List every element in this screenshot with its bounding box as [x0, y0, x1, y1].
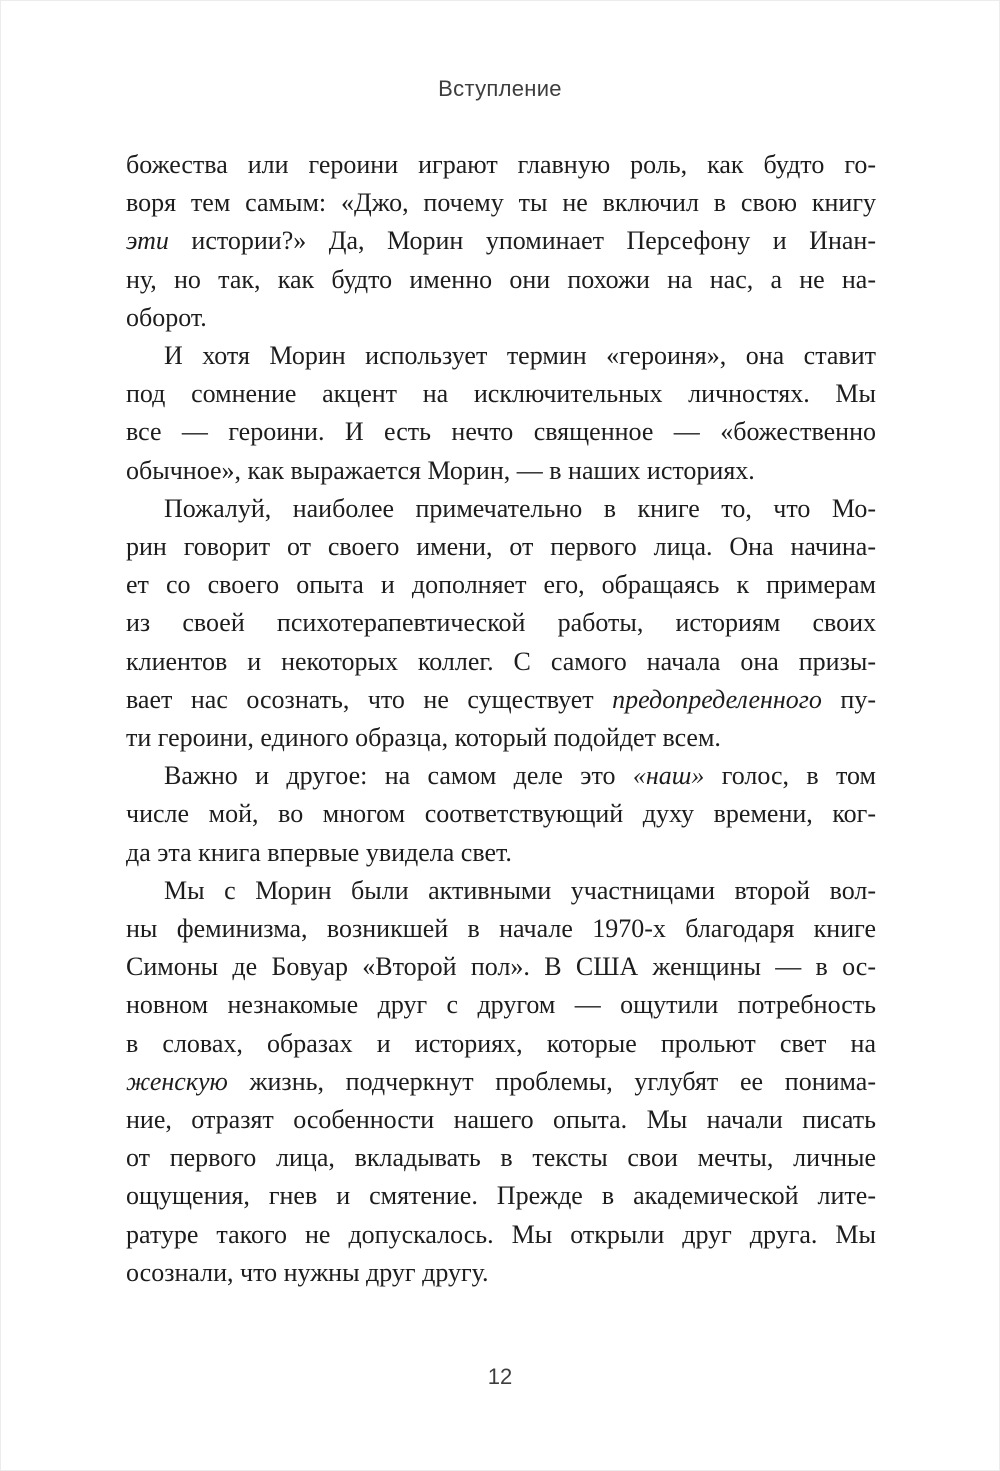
text-segment: Мы с Морин были активными участницами второй вол- [164, 875, 876, 905]
text-segment: новном незнакомые друг с другом — ощутили потребность [126, 990, 876, 1020]
text-line [126, 184, 876, 222]
text-line [126, 1216, 876, 1254]
text-segment: от первого лица, вкладывать в тексты свои мечты, личные [126, 1143, 876, 1173]
text-line [126, 872, 876, 910]
italic-text-segment: предопределенного [612, 684, 822, 714]
text-line [126, 1025, 876, 1063]
text-line [126, 1139, 876, 1177]
text-segment: ти героини, единого образца, который подойдет всем. [126, 723, 721, 753]
body-text [126, 146, 876, 1292]
text-line [126, 1101, 876, 1139]
italic-text-segment: эти [126, 226, 169, 256]
text-segment: И хотя Морин использует термин «героиня», она ставит [164, 341, 876, 371]
text-segment: осознали, что нужны друг другу. [126, 1257, 489, 1287]
text-line [126, 834, 876, 872]
text-line [126, 337, 876, 375]
text-segment: рин говорит от своего имени, от первого лица. Она начина- [126, 532, 876, 562]
text-segment: пу- [821, 684, 876, 714]
text-line [126, 948, 876, 986]
text-line [126, 986, 876, 1024]
text-segment: ние, отразят особенности нашего опыта. Мы начали писать [126, 1105, 876, 1135]
text-segment: в словах, образах и историях, которые прольют свет на [126, 1028, 876, 1058]
text-segment: ратуре такого не допускалось. Мы открыли друг друга. Мы [126, 1219, 876, 1249]
text-segment: числе мой, во многом соответствующий духу времени, ког- [126, 799, 876, 829]
text-segment: ощущения, гнев и смятение. Прежде в академической лите- [126, 1181, 876, 1211]
text-segment: под сомнение акцент на исключительных личностях. Мы [126, 379, 876, 409]
text-segment: ет со своего опыта и дополняет его, обращаясь к примерам [126, 570, 876, 600]
text-segment: клиентов и некоторых коллег. С самого начала она призы- [126, 646, 876, 676]
text-line [126, 681, 876, 719]
text-line [126, 375, 876, 413]
text-segment: ны феминизма, возникшей в начале 1970-х благодаря книге [126, 914, 876, 944]
text-line [126, 910, 876, 948]
text-line [126, 1177, 876, 1215]
text-line [126, 604, 876, 642]
text-segment: оборот. [126, 302, 207, 332]
text-segment: вает нас осознать, что не существует [126, 684, 613, 714]
text-segment: воря тем самым: «Джо, почему ты не включил в свою книгу [126, 188, 876, 218]
text-segment: истории?» Да, Морин упоминает Персефону и Инан- [168, 226, 876, 256]
text-segment: голос, в том [704, 761, 876, 791]
italic-text-segment: женскую [126, 1066, 228, 1096]
text-segment: Важно и другое: на самом деле это [164, 761, 633, 791]
text-line [126, 146, 876, 184]
text-segment: жизнь, подчеркнут проблемы, углубят ее понима- [227, 1066, 876, 1096]
text-line [126, 222, 876, 260]
text-segment: Симоны де Бовуар «Второй пол». В США женщины — в ос- [126, 952, 876, 982]
text-line [126, 528, 876, 566]
text-segment: ну, но так, как будто именно они похожи на нас, а не на- [126, 264, 876, 294]
running-head: Вступление [438, 76, 562, 101]
text-line [126, 1254, 876, 1292]
text-segment: из своей психотерапевтической работы, историям своих [126, 608, 876, 638]
text-segment: обычное», как выражается Морин, — в наших историях. [126, 455, 755, 485]
text-line [126, 757, 876, 795]
text-segment: божества или героини играют главную роль, как будто го- [126, 150, 876, 179]
text-line [126, 643, 876, 681]
text-segment: да эта книга впервые увидела свет. [126, 837, 512, 867]
text-line [126, 452, 876, 490]
text-line [126, 566, 876, 604]
text-line [126, 261, 876, 299]
text-segment: Пожалуй, наиболее примечательно в книге то, что Мо- [164, 493, 876, 523]
text-segment: все — героини. И есть нечто священное — «божественно [126, 417, 876, 447]
italic-text-segment: «наш» [632, 761, 705, 791]
page-number: 12 [487, 1364, 513, 1389]
text-line [126, 490, 876, 528]
text-line [126, 795, 876, 833]
text-line [126, 299, 876, 337]
text-line [126, 719, 876, 757]
text-line [126, 413, 876, 451]
text-line [126, 1063, 876, 1101]
